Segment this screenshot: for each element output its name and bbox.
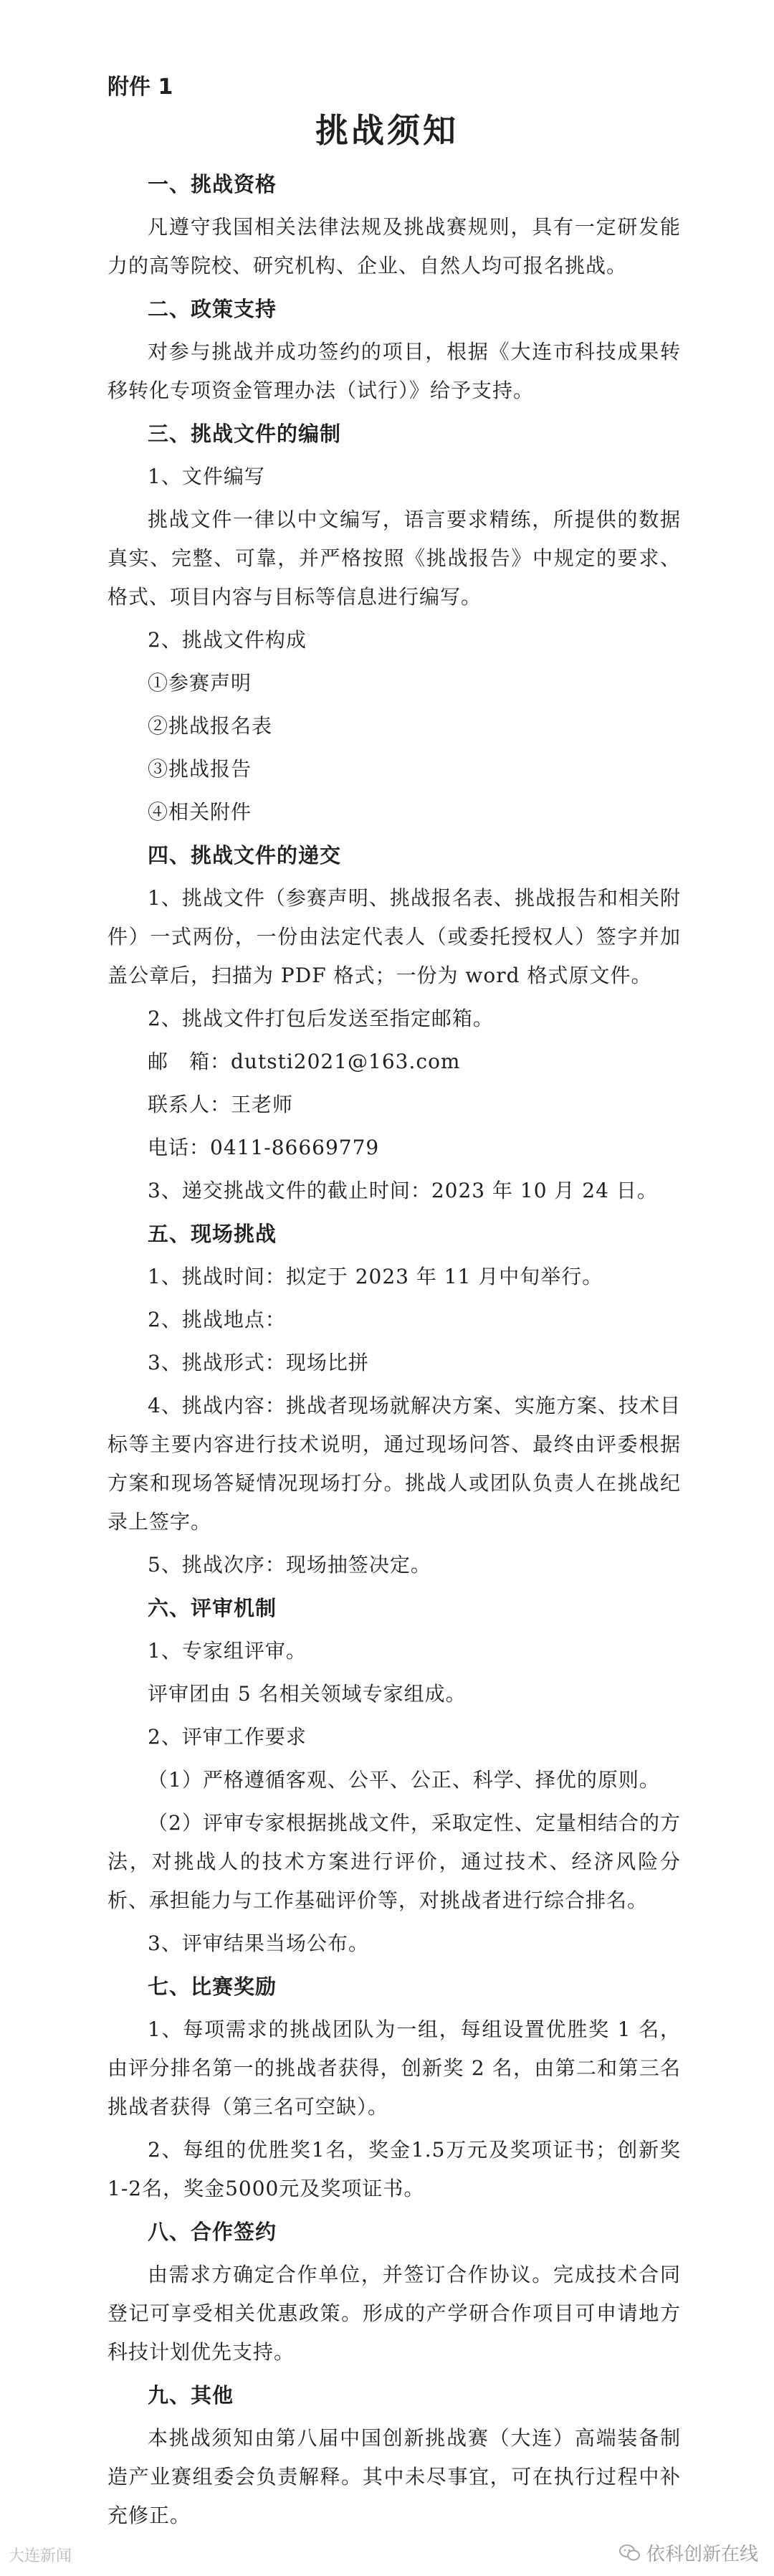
paragraph: 本挑战须知由第八届中国创新挑战赛（大连）高端装备制造产业赛组委会负责解释。其中未尽事宜，可在执行过程中补充修正。 [108, 2426, 681, 2527]
list-item: ④相关附件 [148, 800, 252, 824]
paragraph: （2）评审专家根据挑战文件，采取定性、定量相结合的方法，对挑战人的技术方案进行评价，通过技术、经济风险分析、承担能力与工作基础评价等，对挑战者进行综合排名。 [108, 1811, 681, 1912]
paragraph: 2、挑战文件打包后发送至指定邮箱。 [148, 1007, 494, 1030]
section-heading: 八、合作签约 [148, 2220, 277, 2244]
section-heading: 一、挑战资格 [148, 172, 277, 196]
contact-line: 联系人：王老师 [148, 1093, 294, 1116]
list-item: ③挑战报告 [148, 757, 252, 781]
list-item: ①参赛声明 [148, 671, 252, 695]
watermark-right-text: 依科创新在线 [646, 2544, 758, 2565]
paragraph: 2、评审工作要求 [148, 1725, 307, 1749]
section-heading: 七、比赛奖励 [148, 1974, 277, 1999]
paragraph: 挑战文件一律以中文编写，语言要求精练，所提供的数据真实、完整、可靠，并严格按照《挑战报告》中规定的要求、格式、项目内容与目标等信息进行编写。 [108, 508, 681, 609]
paragraph: 1、挑战文件（参赛声明、挑战报名表、挑战报告和相关附件）一式两份，一份由法定代表人（或委托授权人）签字并加盖公章后，扫描为 PDF 格式；一份为 word 格式原文件。 [108, 886, 681, 987]
paragraph: 5、挑战次序：现场抽签决定。 [148, 1553, 431, 1577]
paragraph: 2、挑战文件构成 [148, 628, 307, 652]
paragraph: 1、文件编写 [148, 465, 265, 488]
section-heading: 五、现场挑战 [148, 1222, 277, 1246]
document-title: 挑战须知 [315, 111, 459, 150]
paragraph: 1、专家组评审。 [148, 1639, 307, 1663]
document-body [108, 162, 681, 2539]
phone-line: 电话：0411-86669779 [148, 1136, 380, 1159]
paragraph: （1）严格遵循客观、公平、公正、科学、择优的原则。 [148, 1768, 660, 1792]
list-item: ②挑战报名表 [148, 714, 273, 738]
paragraph: 1、每项需求的挑战团队为一组，每组设置优胜奖 1 名，由评分排名第一的挑战者获得，创新奖 2 名，由第二和第三名挑战者获得（第三名可空缺）。 [108, 2017, 681, 2119]
attachment-label: 附件 1 [108, 75, 173, 100]
paragraph: 凡遵守我国相关法律法规及挑战赛规则，具有一定研发能力的高等院校、研究机构、企业、自然人均可报名挑战。 [108, 215, 681, 277]
paragraph: 3、挑战形式：现场比拼 [148, 1351, 369, 1374]
section-heading: 二、政策支持 [148, 297, 277, 321]
section-heading: 六、评审机制 [148, 1596, 277, 1620]
section-heading: 四、挑战文件的递交 [148, 843, 342, 868]
paragraph: 4、挑战内容：挑战者现场就解决方案、实施方案、技术目标等主要内容进行技术说明，通过现场问答、最终由评委根据方案和现场答疑情况现场打分。挑战人或团队负责人在挑战纪录上签字。 [108, 1394, 681, 1534]
section-heading: 三、挑战文件的编制 [148, 422, 342, 446]
paragraph: 评审团由 5 名相关领域专家组成。 [148, 1682, 467, 1706]
paragraph: 3、评审结果当场公布。 [148, 1931, 369, 1955]
paragraph: 由需求方确定合作单位，并签订合作协议。完成技术合同登记可享受相关优惠政策。形成的产学研合作项目可申请地方科技计划优先支持。 [108, 2263, 681, 2364]
watermark-left: 大连新闻 [9, 2547, 72, 2565]
paragraph: 2、挑战地点： [148, 1308, 286, 1331]
paragraph: 对参与挑战并成功签约的项目，根据《大连市科技成果转移转化专项资金管理办法（试行）》给予支持。 [108, 340, 681, 402]
email-line: 邮 箱：dutsti2021@163.com [148, 1050, 461, 1073]
paragraph: 1、挑战时间：拟定于 2023 年 11 月中旬举行。 [148, 1265, 603, 1288]
paragraph: 2、每组的优胜奖1名，奖金1.5万元及奖项证书；创新奖1-2名，奖金5000元及奖项证书。 [108, 2138, 681, 2200]
paragraph: 3、递交挑战文件的截止时间：2023 年 10 月 24 日。 [148, 1179, 658, 1202]
wechat-icon [619, 2544, 641, 2562]
watermark-right [619, 2539, 758, 2566]
section-heading: 九、其他 [148, 2383, 234, 2408]
